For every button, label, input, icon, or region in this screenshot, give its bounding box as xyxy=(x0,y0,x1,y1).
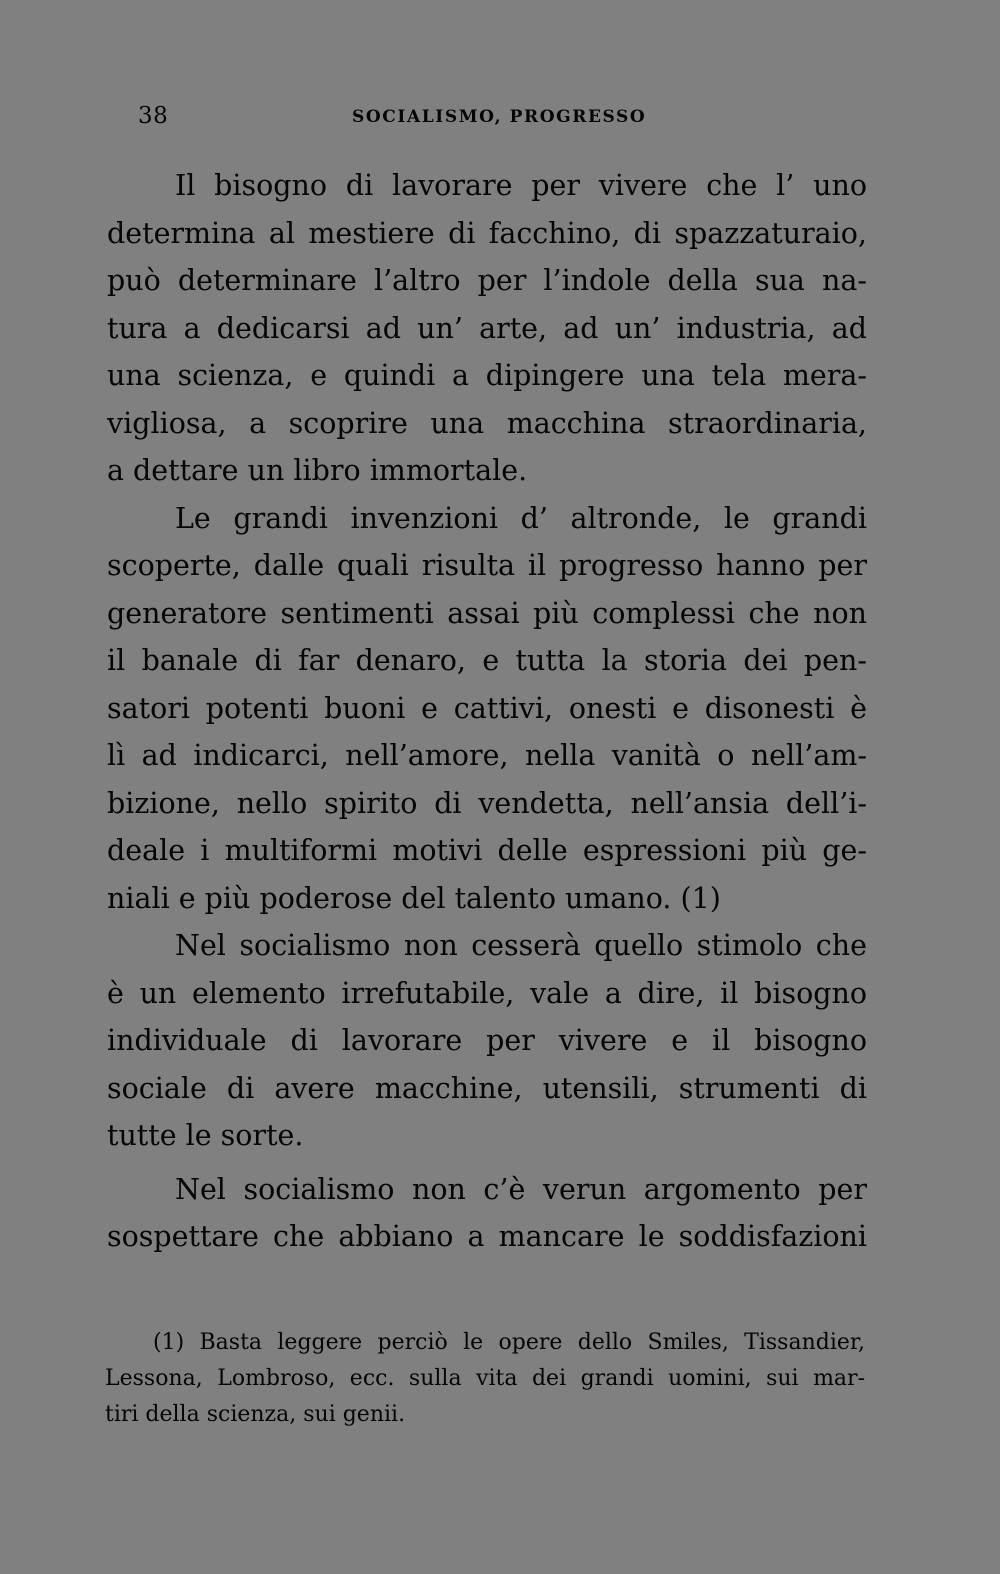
text-line: vigliosa, a scoprire una macchina straordinaria, xyxy=(107,406,867,440)
text-line: bizione, nello spirito di vendetta, nell’ansia dell’i- xyxy=(107,786,867,820)
text-line: Il bisogno di lavorare per vivere che l’ uno xyxy=(175,169,867,202)
footnote xyxy=(105,1325,865,1433)
text-line: una scienza, e quindi a dipingere una tela mera- xyxy=(107,359,867,392)
text-line: scoperte, dalle quali risulta il progresso hanno per xyxy=(107,549,867,582)
text-line: determina al mestiere di facchino, di spazzaturaio, xyxy=(107,216,867,250)
footnote-line: (1) Basta leggere perciò le opere dello Smiles, Tissandier, xyxy=(153,1330,865,1355)
text-line: sociale di avere macchine, utensili, strumenti di xyxy=(107,1071,867,1105)
footnote-line: Lessona, Lombroso, ecc. sulla vita dei grandi uomini, sui mar- xyxy=(105,1366,865,1391)
text-line: tutte le sorte. xyxy=(107,1119,304,1152)
text-line: Nel socialismo non cesserà quello stimolo che xyxy=(175,929,867,962)
text-line: può determinare l’altro per l’indole della sua na- xyxy=(107,264,867,297)
running-head xyxy=(138,103,868,133)
text-line: deale i multiformi motivi delle espressioni più ge- xyxy=(107,834,867,867)
text-line: lì ad indicarci, nell’amore, nella vanità o nell’am- xyxy=(107,739,867,772)
page-number: 38 xyxy=(138,103,169,129)
footnote-line: tiri della scienza, sui genii. xyxy=(105,1402,406,1427)
text-line: tura a dedicarsi ad un’ arte, ad un’ industria, ad xyxy=(107,311,867,345)
running-title: SOCIALISMO, PROGRESSO xyxy=(352,107,647,127)
text-line: generatore sentimenti assai più complessi che non xyxy=(107,596,867,630)
text-line: satori potenti buoni e cattivi, onesti e disonesti è xyxy=(107,691,867,725)
text-line: Nel socialismo non c’è verun argomento per xyxy=(175,1172,867,1206)
text-line: niali e più poderose del talento umano. (1) xyxy=(107,881,721,915)
text-line: sospettare che abbiano a mancare le soddisfazioni xyxy=(107,1220,867,1253)
text-line: il banale di far denaro, e tutta la storia dei pen- xyxy=(107,644,867,677)
text-line: è un elemento irrefutabile, vale a dire, il bisogno xyxy=(107,976,867,1010)
text-line: individuale di lavorare per vivere e il bisogno xyxy=(107,1024,867,1057)
text-line: Le grandi invenzioni d’ altronde, le grandi xyxy=(175,501,867,535)
body-text xyxy=(107,162,867,1261)
text-line: a dettare un libro immortale. xyxy=(107,454,528,487)
